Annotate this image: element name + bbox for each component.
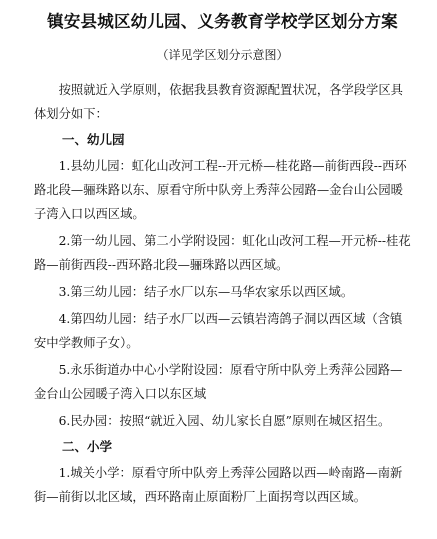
section-heading: 一、幼儿园: [62, 132, 125, 147]
section-primary-school: [34, 436, 411, 509]
list-item: 1.县幼儿园：虹化山改河工程--开元桥—桂花路—前街西段--西环路北段—骊珠路以东、原看守所中队旁上秀萍公园路—金台山公园暖子湾入口以西区域。: [34, 159, 407, 221]
list-item: 2.第一幼儿园、第二小学附设园：虹化山改河工程—开元桥--桂花路—前街西段--西环路北段—骊珠路以西区域。: [34, 234, 411, 272]
list-item: 3.第三幼儿园：结子水厂以东—马华农家乐以西区域。: [58, 285, 354, 299]
section-kindergarten: [34, 129, 411, 433]
intro-paragraph: 按照就近入学原则，依据我县教育资源配置状况，各学段学区具体划分如下：: [34, 83, 403, 121]
list-item: 1.城关小学：原看守所中队旁上秀萍公园路以西—岭南路—南新街—前街以北区域，西环路南止原面粉厂上面拐弯以西区域。: [34, 466, 403, 504]
section-heading: 二、小学: [62, 439, 113, 454]
list-item: 6.民办园：按照“就近入园、幼儿家长自愿”原则在城区招生。: [58, 414, 391, 428]
list-item: 5.永乐街道办中心小学附设园：原看守所中队旁上秀萍公园路—金台山公园暖子湾入口以东区域: [34, 363, 403, 401]
list-item: 4.第四幼儿园：结子水厂以西—云镇岩湾鸽子洞以西区域（含镇安中学教师子女）。: [34, 312, 403, 350]
document-title: 镇安县城区幼儿园、义务教育学校学区划分方案: [47, 12, 398, 31]
document-subtitle: （详见学区划分示意图）: [156, 48, 289, 62]
